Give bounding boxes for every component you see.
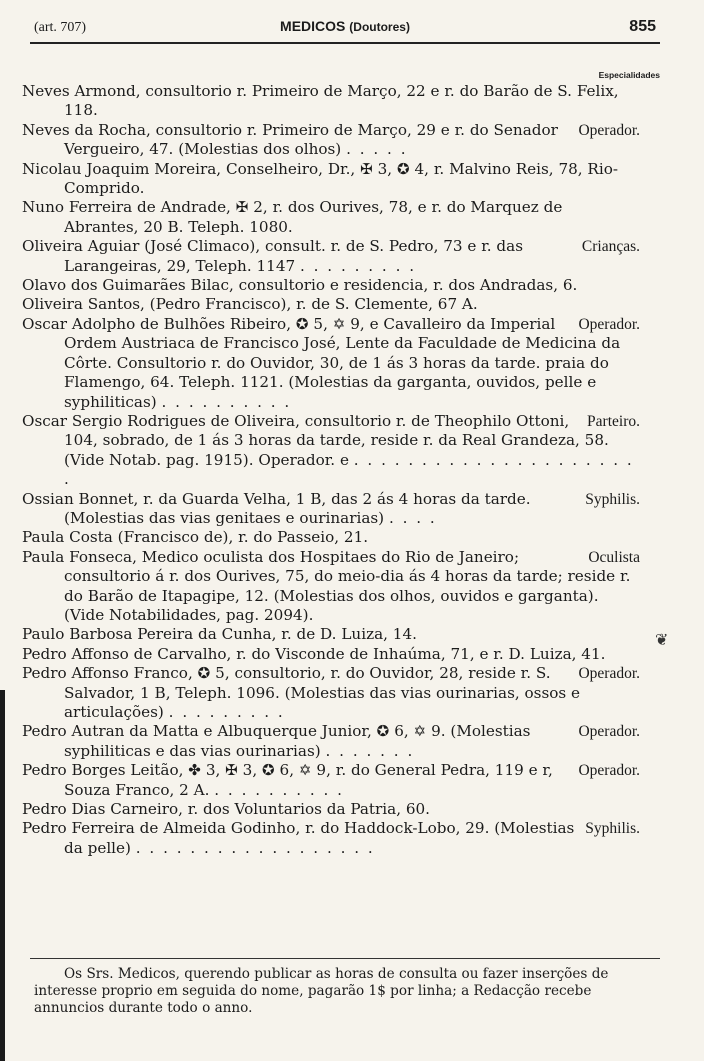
directory-entry: [22, 237, 640, 276]
directory-entry: [22, 645, 640, 664]
entry-specialty: Syphilis.: [585, 490, 640, 508]
entry-text: Nuno Ferreira de Andrade, ✠ 2, r. dos Ourives, 78, e r. do Marquez de Abrantes, 20 B. Teleph. 1080.: [22, 198, 563, 236]
entry-leader-dots: . . . . . . . . . . . . . . . . . . . . . .: [64, 450, 634, 489]
entry-leader-dots: . . . . . . .: [325, 741, 415, 760]
directory-entry: [22, 276, 640, 295]
directory-entry: [22, 819, 640, 858]
title-text: MEDICOS: [280, 18, 346, 34]
entry-specialty: Oculista: [588, 548, 640, 566]
entry-specialty: Operador.: [578, 315, 640, 333]
entry-text: Pedro Autran da Matta e Albuquerque Junior, ✪ 6, ✡ 9. (Molestias syphiliticas e das vias ourinarias): [22, 722, 531, 760]
entry-text: Oliveira Aguiar (José Climaco), consult. r. de S. Pedro, 73 e r. das Larangeiras, 29, Teleph. 1147: [22, 237, 524, 275]
entry-text: Pedro Borges Leitão, ✤ 3, ✠ 3, ✪ 6, ✡ 9, r. do General Pedra, 119 e r, Souza Franco, 2 A.: [22, 761, 553, 799]
entry-text: Neves Armond, consultorio r. Primeiro de Março, 22 e r. do Barão de S. Felix, 118.: [22, 82, 619, 120]
directory-entry: [22, 722, 640, 761]
entry-text: Pedro Dias Carneiro, r. dos Voluntarios da Patria, 60.: [22, 800, 430, 819]
directory-entry: [22, 121, 640, 160]
entry-text: Paula Costa (Francisco de), r. do Passeio, 21.: [22, 528, 369, 547]
directory-entry: [22, 761, 640, 800]
entry-text: Nicolau Joaquim Moreira, Conselheiro, Dr., ✠ 3, ✪ 4, r. Malvino Reis, 78, Rio-Comprido.: [22, 159, 619, 198]
entry-text: Oscar Sergio Rodrigues de Oliveira, consultorio r. de Theophilo Ottoni, 104, sobrado, de 1 ás 3 horas da tarde, reside r. da Real Grandeza, 58.(Vide Notab. pag. 1915). Operador. e: [22, 411, 609, 469]
directory-entry: [22, 160, 640, 199]
entry-leader-dots: . . . . . . . . .: [168, 703, 285, 721]
page-header: [34, 18, 656, 40]
directory-entry: [22, 198, 640, 237]
entry-text: Olavo dos Guimarães Bilac, consultorio e residencia, r. dos Andradas, 6.: [22, 276, 578, 295]
entry-list: [22, 82, 640, 858]
footnote: Os Srs. Medicos, querendo publicar as horas de consulta ou fazer inserções de interesse proprio em seguida do nome, pagarão 1$ por linha; a Redacção recebe annuncios durante todo o anno.: [34, 966, 609, 1016]
directory-entry: [22, 82, 640, 121]
directory-entry: [22, 800, 640, 819]
entry-leader-dots: . . . . . . . . . . . . . . . . . .: [135, 838, 375, 857]
entry-text: Paulo Barbosa Pereira da Cunha, r. de D. Luiza, 14.: [22, 625, 417, 644]
directory-entry: [22, 490, 640, 529]
entry-specialty: Operador.: [578, 665, 640, 683]
directory-entry: [22, 548, 640, 626]
entry-specialty: Parteiro.: [587, 412, 640, 430]
title-subtitle: (Doutores): [349, 20, 410, 34]
entry-text: Ossian Bonnet, r. da Guarda Velha, 1 B, das 2 ás 4 horas da tarde. (Molestias das vias genitaes e ourinarias): [22, 489, 531, 527]
directory-entry: [22, 528, 640, 547]
entry-text: Neves da Rocha, consultorio r. Primeiro de Março, 29 e r. do Senador Vergueiro, 47. (Molestias dos olhos): [22, 120, 558, 159]
directory-entry: [22, 295, 640, 314]
page-number: 855: [629, 18, 656, 35]
page-edge-shadow: [0, 690, 5, 1061]
entry-leader-dots: . . . .: [388, 508, 437, 527]
entry-specialty: Crianças.: [581, 238, 640, 256]
footnote-rule: [30, 958, 660, 959]
entry-leader-dots: . . . . . . . . . .: [161, 392, 292, 411]
entry-leader-dots: . . . . .: [346, 140, 408, 159]
entry-leader-dots: . . . . . . . . . .: [214, 780, 345, 799]
directory-entry: [22, 664, 640, 722]
directory-entry: [22, 315, 640, 412]
entry-leader-dots: . . . . . . . . .: [299, 256, 417, 275]
entry-text: Oliveira Santos, (Pedro Francisco), r. de S. Clemente, 67 A.: [22, 295, 478, 314]
entry-specialty: Operador.: [578, 762, 640, 780]
entry-specialty: Operador.: [578, 121, 640, 139]
entry-specialty: Operador.: [578, 723, 640, 741]
article-reference: (art. 707): [34, 20, 87, 35]
directory-entry: [22, 412, 640, 490]
entry-text: Oscar Adolpho de Bulhões Ribeiro, ✪ 5, ✡ 9, e Cavalleiro da Imperial Ordem Austriaca de Francisco José, Lente da Faculdade de Medicina da Côrte. Consultorio r. do Ouvidor, 30, de 1 ás 3 horas da tarde. praia do Flamengo, 64. Teleph. 1121. (Molestias da garganta, ouvidos, pelle e syphiliticas): [22, 314, 621, 411]
page-title: [34, 18, 656, 34]
entry-text: Pedro Affonso Franco, ✪ 5, consultorio, r. do Ouvidor, 28, reside r. S. Salvador, 1 B, Teleph. 1096. (Molestias das vias ourinarias, ossos e articulações): [22, 664, 581, 721]
directory-entry: [22, 625, 640, 644]
specialties-heading: Especialidades: [598, 70, 660, 80]
entry-text: Pedro Ferreira de Almeida Godinho, r. do Haddock-Lobo, 29. (Molestias da pelle): [22, 819, 575, 857]
entry-specialty: Syphilis.: [585, 820, 640, 838]
entry-text: Paula Fonseca, Medico oculista dos Hospitaes do Rio de Janeiro; consultorio á r. dos Ourives, 75, do meio-dia ás 4 horas da tarde; reside r. do Barão de Itapagipe, 12. (Molestias dos olhos, ouvidos e garganta). (Vide Notabilidades, pag. 2094).: [22, 547, 631, 624]
header-rule: [30, 42, 660, 44]
entry-text: Pedro Affonso de Carvalho, r. do Visconde de Inhaúma, 71, e r. D. Luiza, 41.: [22, 644, 606, 663]
margin-ornament-icon: ❦: [655, 630, 669, 649]
